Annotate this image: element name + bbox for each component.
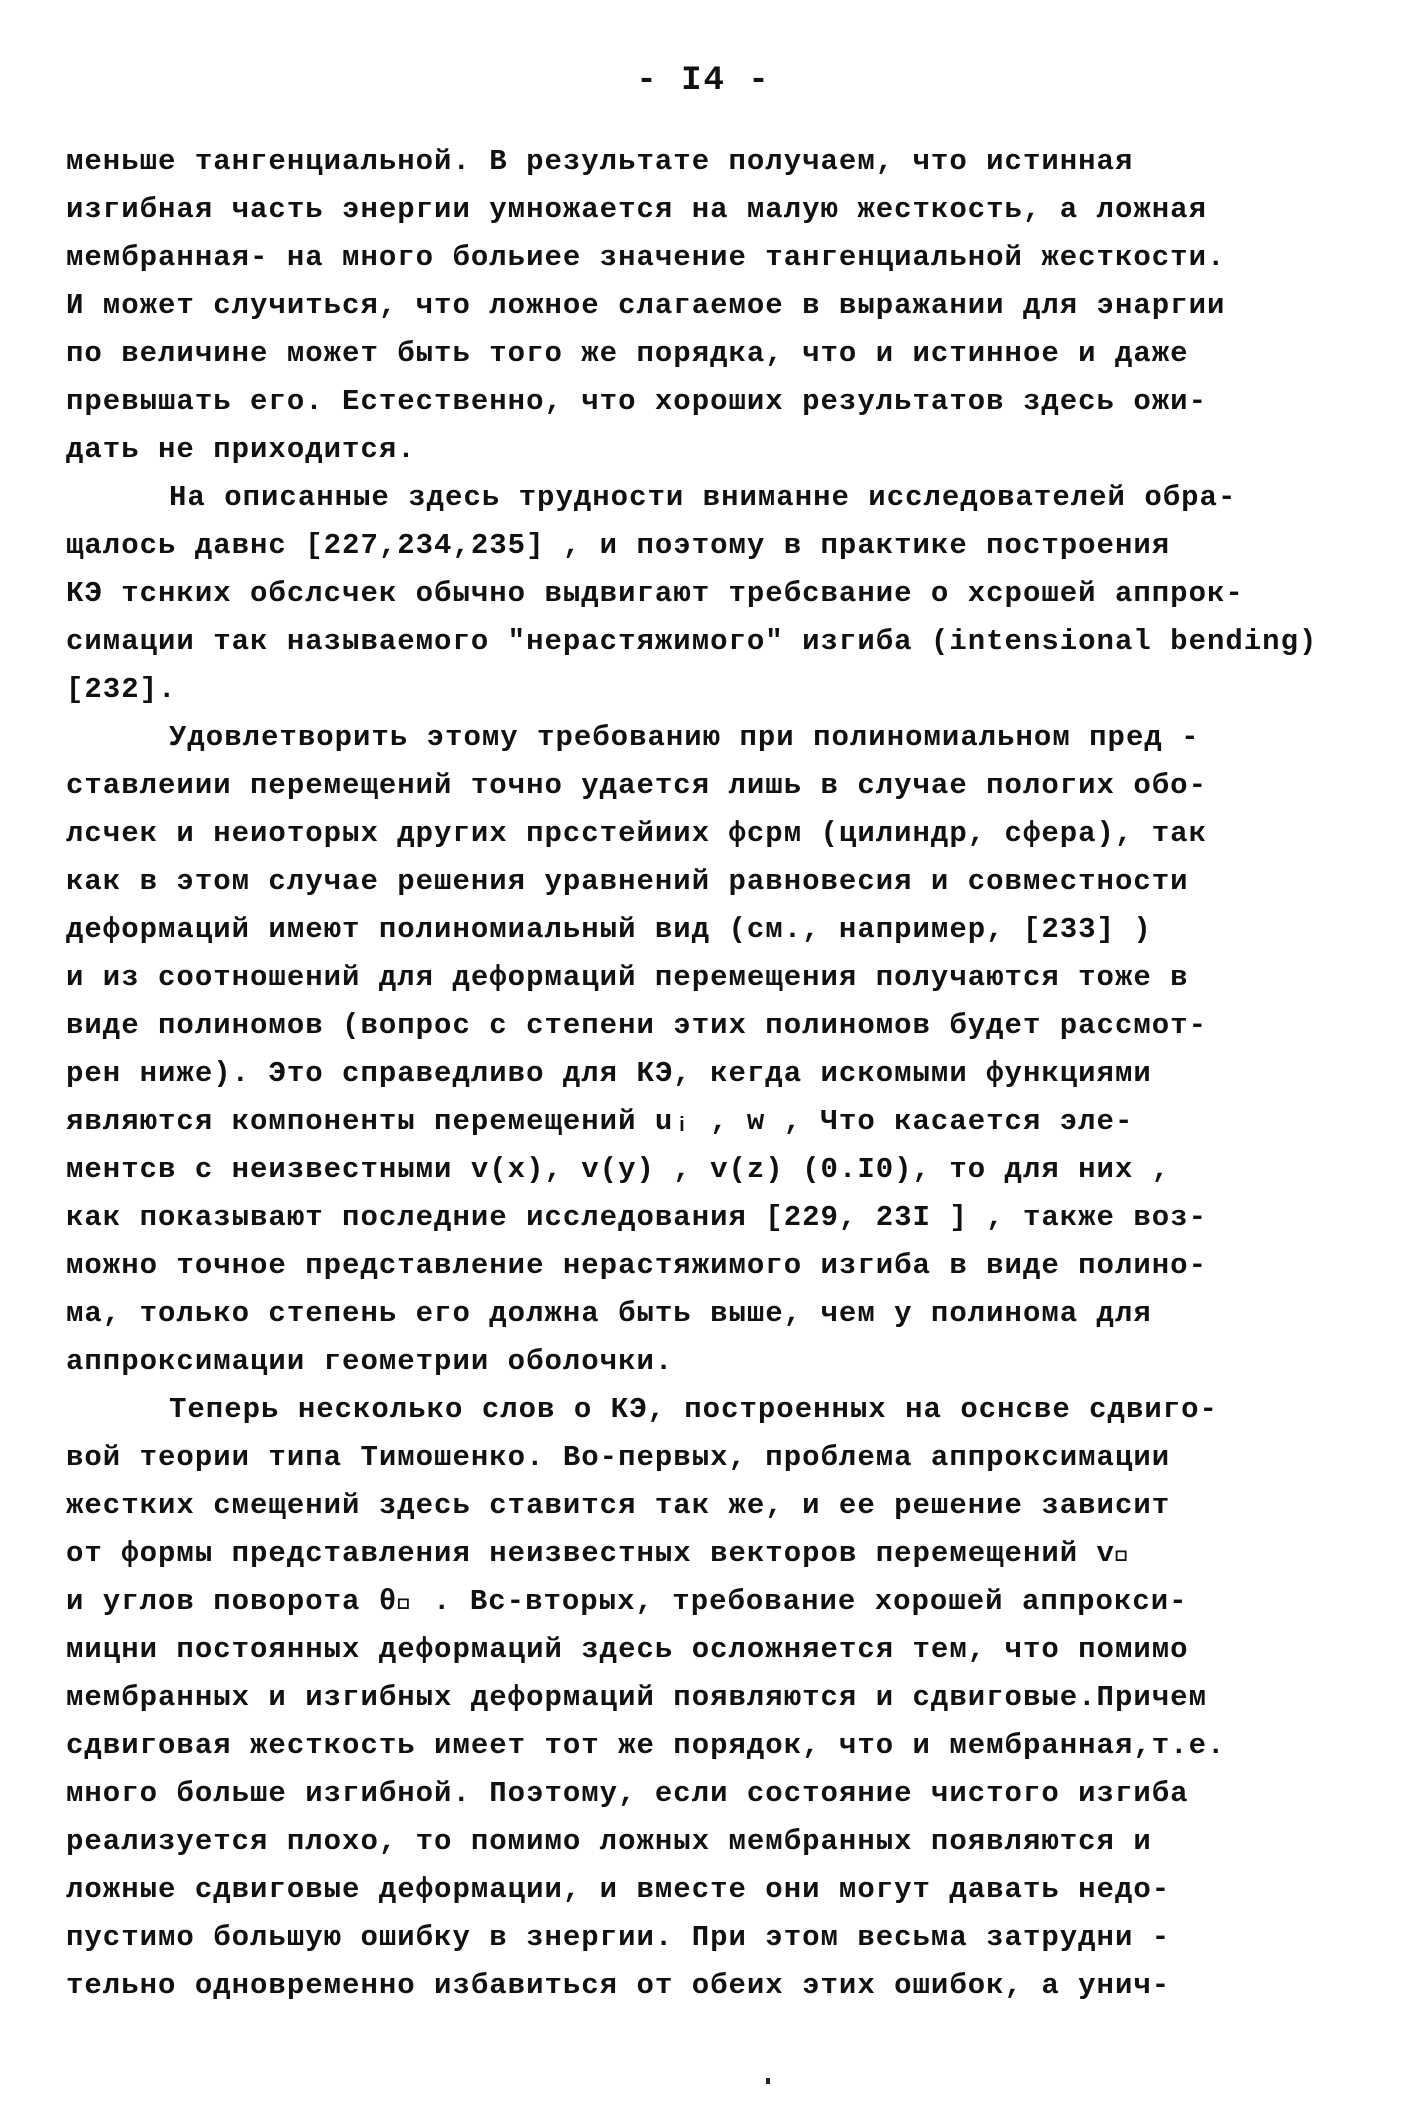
text-line: деформаций имеют полиномиальный вид (см., например, [233] ) bbox=[66, 913, 1152, 946]
page-number: - I4 - bbox=[636, 62, 771, 100]
text-line: мембранная- на много больиее значение тангенциальной жесткости. bbox=[66, 241, 1226, 274]
text-line: пустимо большую ошибку в знергии. При этом весьма затрудни - bbox=[66, 1921, 1171, 1954]
text-line: виде полиномов (вопрос с степени этих полиномов будет рассмот- bbox=[66, 1009, 1207, 1042]
text-line: ложные сдвиговые деформации, и вместе они могут давать недо- bbox=[66, 1873, 1171, 1906]
text-line: аппроксимации геометрии оболочки. bbox=[66, 1345, 674, 1378]
text-line: превышать его. Естественно, что хороших результатов здесь ожи- bbox=[66, 385, 1207, 418]
scan-speck bbox=[766, 2078, 770, 2084]
paragraph bbox=[66, 1386, 1356, 2010]
text-line: симации так называемого "нерастяжимого" изгиба (intensional bending) bbox=[66, 625, 1318, 658]
text-line: ма, только степень его должна быть выше, чем у полинома для bbox=[66, 1297, 1152, 1330]
text-line: ставлеиии перемещений точно удается лишь в случае пологих обо- bbox=[66, 769, 1207, 802]
text-line: КЭ тснких обслсчек обычно выдвигают требсвание о хсрошей аппрок- bbox=[66, 577, 1244, 610]
text-line: На описанные здесь трудности вниманне исследователей обра- bbox=[169, 481, 1237, 514]
text-line: Теперь несколько слов о КЭ, построенных на оснсве сдвиго- bbox=[169, 1393, 1218, 1426]
paragraph bbox=[66, 714, 1356, 1386]
text-line: жестких смещений здесь ставится так же, и ее решение зависит bbox=[66, 1489, 1171, 1522]
text-line: лсчек и неиоторых других прсстейиих фсрм (цилиндр, сфера), так bbox=[66, 817, 1207, 850]
text-line: можно точное представление нерастяжимого изгиба в виде полино- bbox=[66, 1249, 1207, 1282]
text-line: реализуется плохо, то помимо ложных мембранных появляются и bbox=[66, 1825, 1152, 1858]
paragraph bbox=[66, 138, 1356, 474]
text-line: вой теории типа Тимошенко. Во-первых, проблема аппроксимации bbox=[66, 1441, 1171, 1474]
text-line: являются компоненты перемещений uᵢ , w , Что касается эле- bbox=[66, 1105, 1134, 1138]
text-line: рен ниже). Это справедливо для КЭ, кегда искомыми функциями bbox=[66, 1057, 1152, 1090]
text-line: [232]. bbox=[66, 673, 177, 706]
text-line: как в этом случае решения уравнений равновесия и совместности bbox=[66, 865, 1189, 898]
text-line: мицни постоянных деформаций здесь осложняется тем, что помимо bbox=[66, 1633, 1189, 1666]
text-line: и из соотношений для деформаций перемещения получаются тоже в bbox=[66, 961, 1189, 994]
text-line: и углов поворота θ⃗ . Вс-вторых, требование хорошей аппрокси- bbox=[66, 1585, 1188, 1618]
text-line: И может случиться, что ложное слагаемое в выражании для энаргии bbox=[66, 289, 1226, 322]
text-line: Удовлетворить этому требованию при полиномиальном пред - bbox=[169, 721, 1200, 754]
document-body bbox=[66, 138, 1356, 2010]
text-line: по величине может быть того же порядка, что и истинное и даже bbox=[66, 337, 1189, 370]
text-line: от формы представления неизвестных векторов перемещений v⃗ bbox=[66, 1537, 1133, 1570]
text-line: дать не приходится. bbox=[66, 433, 416, 466]
text-line: мембранных и изгибных деформаций появляются и сдвиговые.Причем bbox=[66, 1681, 1207, 1714]
text-line: меньше тангенциальной. В результате получаем, что истинная bbox=[66, 145, 1134, 178]
text-line: как показывают последние исследования [229, 23I ] , также воз- bbox=[66, 1201, 1207, 1234]
text-line: щалось давнс [227,234,235] , и поэтому в практике построения bbox=[66, 529, 1171, 562]
text-line: много больше изгибной. Поэтому, если состояние чистого изгиба bbox=[66, 1777, 1189, 1810]
text-line: изгибная часть энергии умножается на малую жесткость, а ложная bbox=[66, 193, 1207, 226]
text-line: ментсв с неизвестными v(x), v(y) , v(z) (0.I0), то для них , bbox=[66, 1153, 1171, 1186]
paragraph bbox=[66, 474, 1356, 714]
text-line: тельно одновременно избавиться от обеих этих ошибок, а унич- bbox=[66, 1969, 1171, 2002]
text-line: сдвиговая жесткость имеет тот же порядок, что и мембранная,т.е. bbox=[66, 1729, 1226, 1762]
